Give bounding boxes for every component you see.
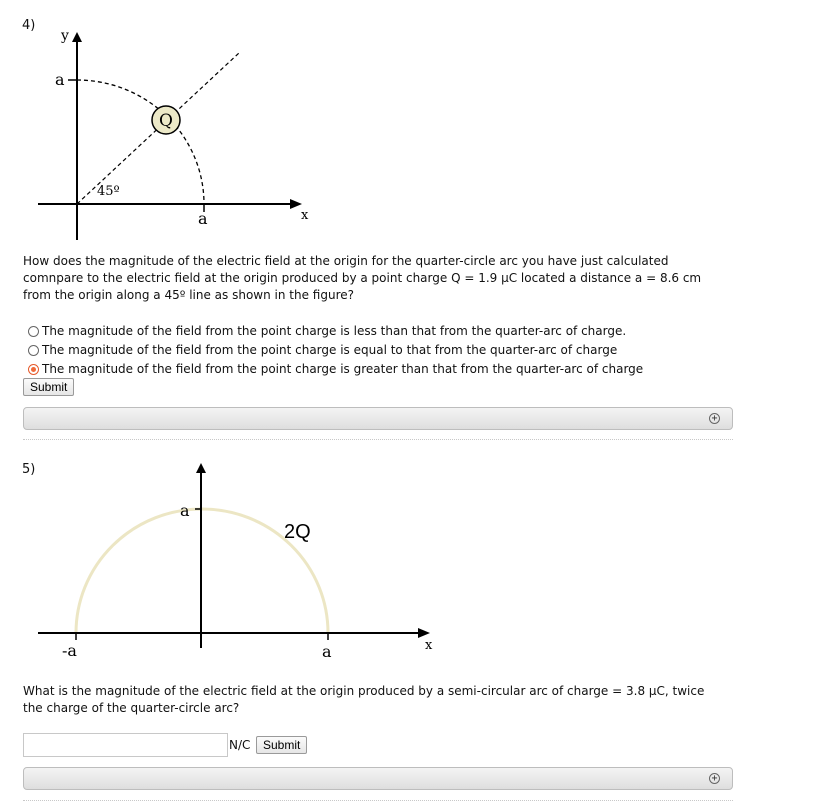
x-axis-arrow [418,628,430,638]
a-x-label: a [198,209,208,228]
x-axis-label: x [301,208,309,223]
y-axis-arrow [196,463,206,473]
semicircle-figure [0,455,460,670]
unit-label: N/C [229,738,251,752]
question-text: How does the magnitude of the electric field at the origin for the quarter-circle arc you have just calculated comnpare to the electric field at the origin produced by a point charge Q = 1.9 μC located a distance a = 8.6 cm from the origin along a 45º line as shown in the figure? [23,254,702,302]
option-label: The magnitude of the field from the point charge is less than that from the quarter-arc of charge. [42,324,627,338]
charge-label: 2Q [284,521,311,543]
a-y-label: a [55,70,65,89]
divider [23,439,733,440]
question-text: What is the magnitude of the electric field at the origin produced by a semi-circular arc of charge = 3.8 μC, twice the charge of the quarter-circle arc? [23,684,705,715]
answer-input[interactable] [23,733,228,757]
radio-button[interactable] [28,326,39,337]
plus-circle-icon[interactable]: + [709,413,720,424]
option-equal[interactable] [28,341,617,359]
option-less[interactable] [28,322,626,340]
feedback-bar[interactable] [23,767,733,790]
a-y-label: a [180,501,190,520]
question-number: 5) [22,462,36,477]
option-label: The magnitude of the field from the point charge is greater than that from the quarter-arc of charge [42,362,644,376]
y-axis-label: y [61,28,69,44]
radio-button[interactable] [28,345,39,356]
charge-label: Q [159,111,173,131]
submit-button[interactable]: Submit [23,378,74,396]
feedback-bar[interactable] [23,407,733,430]
option-greater[interactable] [28,360,643,378]
question-number: 4) [22,18,36,33]
divider [23,800,733,801]
y-axis-arrow [72,32,82,42]
radio-button-selected[interactable] [28,364,39,375]
plus-circle-icon[interactable]: + [709,773,720,784]
submit-button[interactable]: Submit [256,736,307,754]
option-label: The magnitude of the field from the point charge is equal to that from the quarter-arc of charge [42,343,618,357]
quarter-arc-figure [0,0,330,240]
angle-label: 45º [97,184,120,199]
a-x-label: a [322,642,332,661]
neg-a-label: -a [62,641,77,660]
x-axis-label: x [425,638,433,653]
